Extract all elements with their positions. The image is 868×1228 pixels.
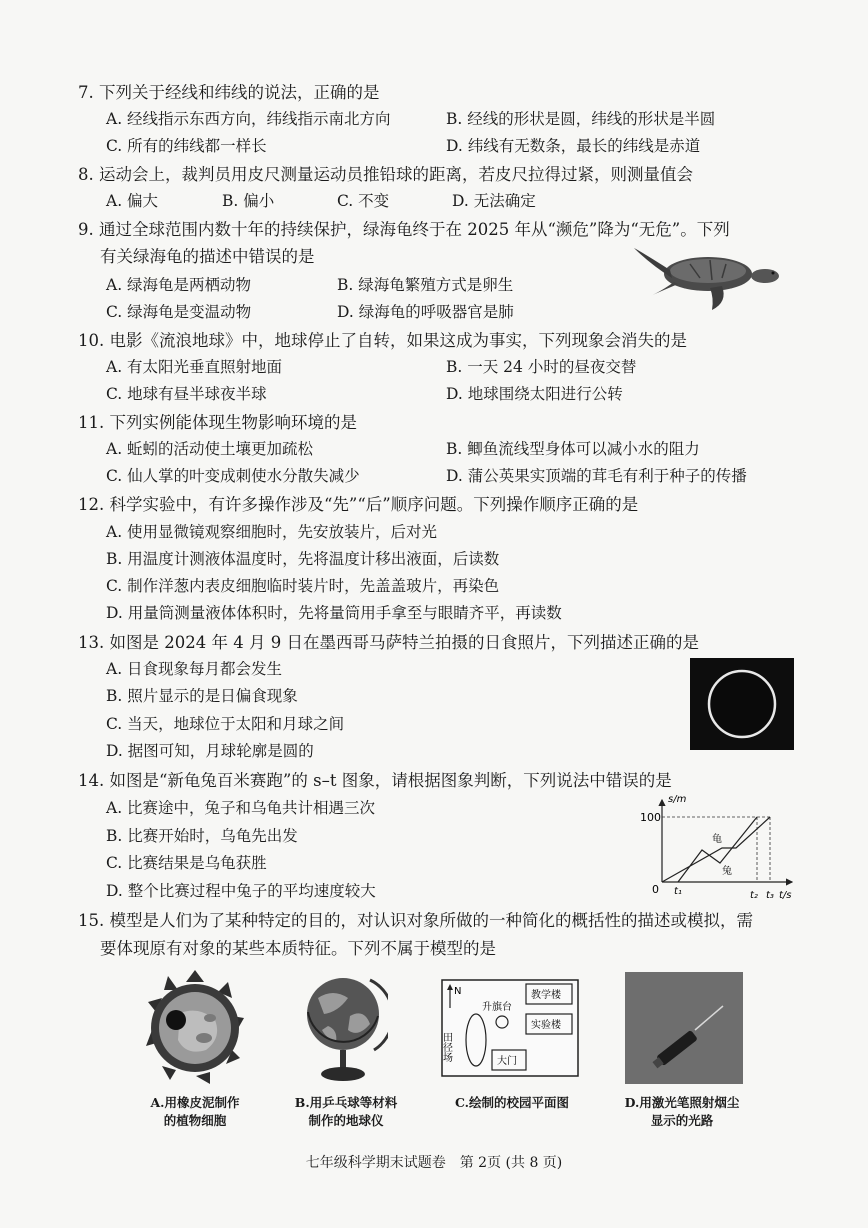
q12-option-c: C. 制作洋葱内表皮细胞临时装片时，先盖盖玻片，再染色	[106, 577, 500, 595]
caption-d	[612, 1094, 752, 1130]
question-15-stem-line1: 15. 模型是人们为了某种特定的目的，对认识对象所做的一种简化的概括性的描述或模拟，需	[78, 911, 753, 930]
q12-option-a: A. 使用显微镜观察细胞时，先安放装片，后对光	[106, 523, 438, 541]
question-8-stem: 8. 运动会上，裁判员用皮尺测量运动员推铅球的距离，若皮尺拉得过紧，则测量值会	[78, 165, 693, 184]
caption-a-line1: A.用橡皮泥制作	[150, 1095, 240, 1110]
solar-eclipse-photo	[690, 658, 794, 750]
t2-label: t₂	[750, 890, 758, 901]
q14-option-b: B. 比赛开始时，乌龟先出发	[106, 827, 298, 845]
q10-option-c: C. 地球有昼半球夜半球	[106, 385, 267, 403]
question-7-stem: 7. 下列关于经线和纬线的说法，正确的是	[78, 83, 380, 102]
q10-option-d: D. 地球围绕太阳进行公转	[446, 385, 623, 403]
map-teaching-building: 教学楼	[531, 990, 561, 1001]
s-t-graph	[640, 790, 800, 902]
caption-b-line1: B.用乒乓球等材料	[294, 1095, 398, 1110]
question-9-stem-line2: 有关绿海龟的描述中错误的是	[100, 247, 315, 266]
globe-model-image	[298, 968, 388, 1088]
y-axis-label: s/m	[668, 794, 687, 805]
q13-option-d: D. 据图可知，月球轮廓是圆的	[106, 742, 314, 760]
question-15-stem-line2: 要体现原有对象的某些本质特征。下列不属于模型的是	[100, 939, 496, 958]
q11-option-a: A. 蚯蚓的活动使土壤更加疏松	[106, 440, 314, 458]
q8-option-c: C. 不变	[337, 192, 390, 210]
map-gate: 大门	[497, 1056, 517, 1067]
q12-option-b: B. 用温度计测液体温度时，先将温度计移出液面，后读数	[106, 550, 500, 568]
origin-label: 0	[652, 883, 659, 896]
map-north: N	[454, 986, 462, 997]
caption-a-line2: 的植物细胞	[163, 1113, 227, 1128]
q13-option-c: C. 当天，地球位于太阳和月球之间	[106, 715, 345, 733]
q8-option-a: A. 偏大	[106, 192, 159, 210]
q7-option-d: D. 纬线有无数条，最长的纬线是赤道	[446, 137, 701, 155]
y-tick-100: 100	[640, 811, 661, 824]
q9-option-a: A. 绿海龟是两栖动物	[106, 276, 252, 294]
q12-option-d: D. 用量筒测量液体体积时，先将量筒用手拿至与眼睛齐平，再读数	[106, 604, 562, 622]
tortoise-label: 龟	[712, 834, 722, 845]
map-flag-label: 升旗台	[482, 1002, 512, 1013]
q10-option-b: B. 一天 24 小时的昼夜交替	[446, 358, 637, 376]
laser-pointer-image	[625, 972, 743, 1084]
question-14-stem: 14. 如图是“新龟兔百米赛跑”的 s–t 图象，请根据图象判断，下列说法中错误的是	[78, 771, 672, 790]
sea-turtle-image	[630, 240, 792, 312]
q8-option-b: B. 偏小	[222, 192, 275, 210]
q11-option-b: B. 鲫鱼流线型身体可以减小水的阻力	[446, 440, 700, 458]
question-9-stem-line1: 9. 通过全球范围内数十年的持续保护，绿海龟终于在 2025 年从“濒危”降为“无危”。下列	[78, 220, 730, 239]
q7-option-c: C. 所有的纬线都一样长	[106, 137, 267, 155]
tortoise-line	[662, 817, 770, 882]
t3-label: t₃	[766, 890, 774, 901]
map-lab-building: 实验楼	[531, 1020, 561, 1031]
q14-option-c: C. 比赛结果是乌龟获胜	[106, 854, 267, 872]
plasticine-cell-image	[140, 968, 250, 1088]
q8-option-d: D. 无法确定	[452, 192, 536, 210]
caption-b	[286, 1094, 406, 1130]
caption-d-line1: D.用激光笔照射烟尘	[624, 1095, 740, 1110]
campus-map-image	[440, 978, 580, 1078]
rabbit-label: 兔	[722, 866, 732, 877]
q11-option-d: D. 蒲公英果实顶端的茸毛有利于种子的传播	[446, 467, 747, 485]
q9-option-c: C. 绿海龟是变温动物	[106, 303, 252, 321]
question-13-stem: 13. 如图是 2024 年 4 月 9 日在墨西哥马萨特兰拍摄的日食照片，下列描述正确的是	[78, 633, 699, 652]
q14-option-d: D. 整个比赛过程中兔子的平均速度较大	[106, 882, 376, 900]
q13-option-a: A. 日食现象每月都会发生	[106, 660, 283, 678]
question-11-stem: 11. 下列实例能体现生物影响环境的是	[78, 413, 357, 432]
question-10-stem: 10. 电影《流浪地球》中，地球停止了自转，如果这成为事实，下列现象会消失的是	[78, 331, 687, 350]
caption-d-line2: 显示的光路	[650, 1113, 714, 1128]
q7-option-b: B. 经线的形状是圆，纬线的形状是半圆	[446, 110, 716, 128]
caption-c	[432, 1094, 592, 1112]
x-axis-label: t/s	[779, 890, 792, 901]
caption-b-line2: 制作的地球仪	[308, 1113, 384, 1128]
caption-a	[140, 1094, 250, 1130]
caption-c-line1: C.绘制的校园平面图	[454, 1095, 570, 1110]
q7-option-a: A. 经线指示东西方向，纬线指示南北方向	[106, 110, 391, 128]
q10-option-a: A. 有太阳光垂直照射地面	[106, 358, 283, 376]
question-12-stem: 12. 科学实验中，有许多操作涉及“先”“后”顺序问题。下列操作顺序正确的是	[78, 495, 639, 514]
q14-option-a: A. 比赛途中，兔子和乌龟共计相遇三次	[106, 799, 376, 817]
q9-option-b: B. 绿海龟繁殖方式是卵生	[337, 276, 514, 294]
map-field-label: 田径场	[440, 1032, 452, 1062]
q9-option-d: D. 绿海龟的呼吸器官是肺	[337, 303, 514, 321]
t1-label: t₁	[674, 886, 682, 897]
rabbit-line	[678, 817, 757, 882]
q11-option-c: C. 仙人掌的叶变成刺使水分散失减少	[106, 467, 360, 485]
q13-option-b: B. 照片显示的是日偏食现象	[106, 687, 298, 705]
page-footer: 七年级科学期末试题卷 第 2页 (共 8 页)	[305, 1155, 563, 1171]
